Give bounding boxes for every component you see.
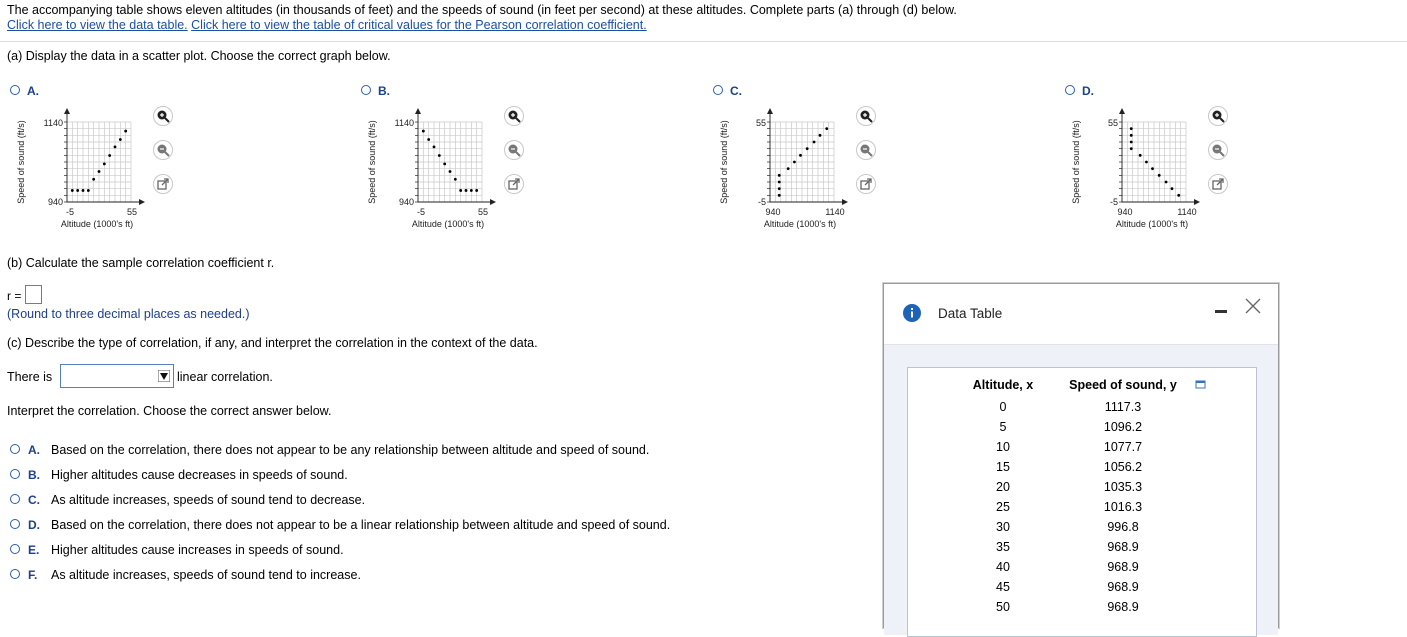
table-cell-speed: 1077.7 <box>1103 440 1143 454</box>
axes <box>67 110 143 202</box>
table-cell-altitude: 15 <box>996 460 1010 474</box>
correlation-type-dropdown[interactable] <box>60 364 174 388</box>
open-new-window-icon <box>859 177 873 191</box>
x-tick-label-right: 1140 <box>825 207 845 217</box>
y-axis-arrow-icon <box>767 108 773 114</box>
header-altitude: Altitude, x <box>972 378 1034 392</box>
scatter-plot-b <box>361 104 511 234</box>
data-point <box>427 138 430 141</box>
data-point <box>114 146 117 149</box>
part-a-prompt: (a) Display the data in a scatter plot. Choose the correct graph below. <box>7 49 391 63</box>
x-axis-label: Altitude (1000's ft) <box>763 219 837 229</box>
y-axis-label: Speed of sound (ft/s) <box>719 120 729 204</box>
interpret-prompt: Interpret the correlation. Choose the correct answer below. <box>7 404 332 418</box>
data-point <box>819 134 822 137</box>
data-point <box>813 141 816 144</box>
interpret-option-text: Higher altitudes cause decreases in speeds of sound. <box>51 468 348 482</box>
interpret-option-c-radio[interactable] <box>10 494 20 504</box>
axes <box>770 110 846 202</box>
zoom-in-button-c[interactable] <box>856 106 876 126</box>
table-cell-altitude: 40 <box>996 560 1010 574</box>
x-tick-label-left: 940 <box>765 207 781 217</box>
table-cell-altitude: 0 <box>999 400 1007 414</box>
x-axis-arrow-icon <box>139 199 145 205</box>
x-axis-label: Altitude (1000's ft) <box>1115 219 1189 229</box>
x-tick-label-right: 55 <box>126 207 138 217</box>
data-point <box>1177 194 1180 197</box>
table-cell-altitude: 25 <box>996 500 1010 514</box>
r-label: r = <box>7 289 22 303</box>
x-axis-arrow-icon <box>490 199 496 205</box>
r-input[interactable] <box>25 285 42 304</box>
zoom-out-icon <box>156 143 170 157</box>
open-new-window-button-a[interactable] <box>153 174 173 194</box>
interpret-option-letter: D. <box>28 518 40 532</box>
table-cell-altitude: 50 <box>996 600 1010 614</box>
data-point <box>438 154 441 157</box>
interpret-option-letter: A. <box>28 443 40 457</box>
zoom-in-button-b[interactable] <box>504 106 524 126</box>
data-point <box>465 189 468 192</box>
view-data-table-link[interactable]: Click here to view the data table. <box>7 18 188 32</box>
y-tick-label-top: 55 <box>755 118 766 128</box>
divider <box>0 41 1407 42</box>
data-point <box>1130 141 1133 144</box>
zoom-out-icon <box>859 143 873 157</box>
data-point <box>1171 187 1174 190</box>
dropdown-arrow-icon <box>158 370 170 382</box>
x-tick-label-right: 1140 <box>1177 207 1197 217</box>
graph-option-c-radio[interactable] <box>713 85 723 95</box>
open-new-window-icon <box>1211 177 1225 191</box>
rounding-hint: (Round to three decimal places as needed.) <box>7 307 250 321</box>
data-point <box>433 146 436 149</box>
table-cell-speed: 1117.3 <box>1104 400 1142 414</box>
data-point <box>1130 147 1133 150</box>
open-new-window-button-c[interactable] <box>856 174 876 194</box>
interpret-option-letter: F. <box>28 568 38 582</box>
dialog-body <box>884 344 1278 635</box>
axes <box>418 110 494 202</box>
interpret-option-e-radio[interactable] <box>10 544 20 554</box>
table-cell-speed: 1096.2 <box>1103 420 1143 434</box>
graph-option-a-radio[interactable] <box>10 85 20 95</box>
part-c-prompt: (c) Describe the type of correlation, if any, and interpret the correlation in the context of the data. <box>7 336 538 350</box>
graph-option-c-letter: C. <box>730 84 742 98</box>
data-point <box>124 130 127 133</box>
data-point <box>103 162 106 165</box>
data-point <box>806 147 809 150</box>
interpret-option-a-radio[interactable] <box>10 444 20 454</box>
table-cell-speed: 968.9 <box>1107 580 1139 594</box>
interpret-option-b-radio[interactable] <box>10 469 20 479</box>
zoom-out-button-a[interactable] <box>153 140 173 160</box>
zoom-out-button-c[interactable] <box>856 140 876 160</box>
zoom-out-icon <box>1211 143 1225 157</box>
data-point <box>787 167 790 170</box>
x-axis-arrow-icon <box>842 199 848 205</box>
y-tick-label-top: 1140 <box>43 118 63 128</box>
y-axis-arrow-icon <box>1119 108 1125 114</box>
part-b-prompt: (b) Calculate the sample correlation coefficient r. <box>7 256 275 270</box>
data-point <box>1165 181 1168 184</box>
data-point <box>778 194 781 197</box>
graph-option-d-radio[interactable] <box>1065 85 1075 95</box>
x-tick-label-left: 940 <box>1117 207 1133 217</box>
zoom-in-button-a[interactable] <box>153 106 173 126</box>
interpret-option-d-radio[interactable] <box>10 519 20 529</box>
scatter-plot-c <box>713 104 863 234</box>
table-cell-speed: 968.9 <box>1107 560 1139 574</box>
scatter-plot-a <box>10 104 160 234</box>
data-point <box>1145 161 1148 164</box>
table-cell-speed: 968.9 <box>1107 600 1139 614</box>
open-new-window-button-b[interactable] <box>504 174 524 194</box>
table-cell-speed: 1056.2 <box>1103 460 1143 474</box>
data-point <box>108 154 111 157</box>
data-point <box>793 161 796 164</box>
data-point <box>778 174 781 177</box>
table-cell-speed: 996.8 <box>1107 520 1139 534</box>
data-point <box>825 127 828 130</box>
graph-option-b-letter: B. <box>378 84 390 98</box>
open-new-window-icon <box>507 177 521 191</box>
y-tick-label-bottom: 940 <box>47 197 63 207</box>
table-cell-altitude: 35 <box>996 540 1010 554</box>
y-tick-label-bottom: -5 <box>757 197 766 207</box>
data-point <box>87 189 90 192</box>
x-axis-arrow-icon <box>1194 199 1200 205</box>
zoom-in-icon <box>507 109 521 123</box>
table-cell-speed: 1035.3 <box>1103 480 1143 494</box>
data-point <box>76 189 79 192</box>
info-icon <box>903 304 921 322</box>
linear-correlation-label: linear correlation. <box>177 370 273 384</box>
data-point <box>1158 174 1161 177</box>
data-point <box>470 189 473 192</box>
zoom-in-button-d[interactable] <box>1208 106 1228 126</box>
data-point <box>454 178 457 181</box>
data-table <box>907 367 1257 637</box>
graph-option-b-radio[interactable] <box>361 85 371 95</box>
view-critical-values-link[interactable]: Click here to view the table of critical values for the Pearson correlation coefficient. <box>191 18 647 32</box>
zoom-out-icon <box>507 143 521 157</box>
data-point <box>1130 127 1133 130</box>
close-icon[interactable] <box>1245 298 1261 314</box>
graph-option-a-letter: A. <box>27 84 39 98</box>
interpret-option-f-radio[interactable] <box>10 569 20 579</box>
data-point <box>1139 154 1142 157</box>
table-cell-altitude: 45 <box>996 580 1010 594</box>
data-point <box>98 170 101 173</box>
table-cell-altitude: 10 <box>996 440 1010 454</box>
x-tick-label-right: 55 <box>477 207 489 217</box>
table-cell-speed: 1016.3 <box>1103 500 1143 514</box>
zoom-in-icon <box>859 109 873 123</box>
dialog-title: Data Table <box>938 306 1003 321</box>
y-tick-label-top: 55 <box>1107 118 1118 128</box>
x-tick-label-left: -5 <box>65 207 75 217</box>
interpret-option-letter: E. <box>28 543 40 557</box>
zoom-out-button-b[interactable] <box>504 140 524 160</box>
table-cell-altitude: 5 <box>999 420 1007 434</box>
axes <box>1122 110 1198 202</box>
interpret-option-letter: B. <box>28 468 40 482</box>
data-point <box>449 170 452 173</box>
data-point <box>422 130 425 133</box>
data-point <box>71 189 74 192</box>
header-speed: Speed of sound, y <box>1069 378 1177 392</box>
data-point <box>443 162 446 165</box>
x-axis-label: Altitude (1000's ft) <box>60 219 134 229</box>
data-point <box>1151 167 1154 170</box>
table-cell-speed: 968.9 <box>1107 540 1139 554</box>
interpret-option-text: Based on the correlation, there does not appear to be a linear relationship between altitude and speed of sound. <box>51 518 671 532</box>
y-axis-label: Speed of sound (ft/s) <box>16 120 26 204</box>
interpret-option-text: Higher altitudes cause increases in speeds of sound. <box>51 543 344 557</box>
dialog-header <box>884 284 1278 344</box>
interpret-option-letter: C. <box>28 493 40 507</box>
y-axis-arrow-icon <box>64 108 70 114</box>
interpret-option-text: Based on the correlation, there does not appear to be any relationship between altitude and speed of sound. <box>51 443 650 457</box>
graph-option-d-letter: D. <box>1082 84 1094 98</box>
open-new-window-button-d[interactable] <box>1208 174 1228 194</box>
y-tick-label-bottom: 940 <box>398 197 414 207</box>
intro-text: The accompanying table shows eleven altitudes (in thousands of feet) and the speeds of sound (in feet per second) at these altitudes. Complete parts (a) through (d) below. <box>7 3 957 17</box>
data-point <box>778 187 781 190</box>
interpret-option-text: As altitude increases, speeds of sound tend to decrease. <box>51 493 366 507</box>
data-point <box>1130 134 1133 137</box>
data-table-dialog <box>883 283 1279 628</box>
y-axis-label: Speed of sound (ft/s) <box>367 120 377 204</box>
y-tick-label-top: 1140 <box>394 118 414 128</box>
table-cell-altitude: 20 <box>996 480 1010 494</box>
zoom-in-icon <box>1211 109 1225 123</box>
x-axis-label: Altitude (1000's ft) <box>411 219 485 229</box>
interpret-option-text: As altitude increases, speeds of sound tend to increase. <box>51 568 361 582</box>
x-tick-label-left: -5 <box>416 207 426 217</box>
open-new-window-icon <box>156 177 170 191</box>
data-point <box>799 154 802 157</box>
zoom-in-icon <box>156 109 170 123</box>
data-point <box>92 178 95 181</box>
copy-table-icon[interactable] <box>1195 380 1207 390</box>
scatter-plot-d <box>1065 104 1215 234</box>
data-point <box>119 138 122 141</box>
table-cell-altitude: 30 <box>996 520 1010 534</box>
zoom-out-button-d[interactable] <box>1208 140 1228 160</box>
minimize-icon[interactable] <box>1215 310 1227 314</box>
data-point <box>475 189 478 192</box>
there-is-label: There is <box>7 370 53 384</box>
y-tick-label-bottom: -5 <box>1109 197 1118 207</box>
data-point <box>459 189 462 192</box>
y-axis-label: Speed of sound (ft/s) <box>1071 120 1081 204</box>
data-point <box>778 181 781 184</box>
data-point <box>82 189 85 192</box>
y-axis-arrow-icon <box>415 108 421 114</box>
